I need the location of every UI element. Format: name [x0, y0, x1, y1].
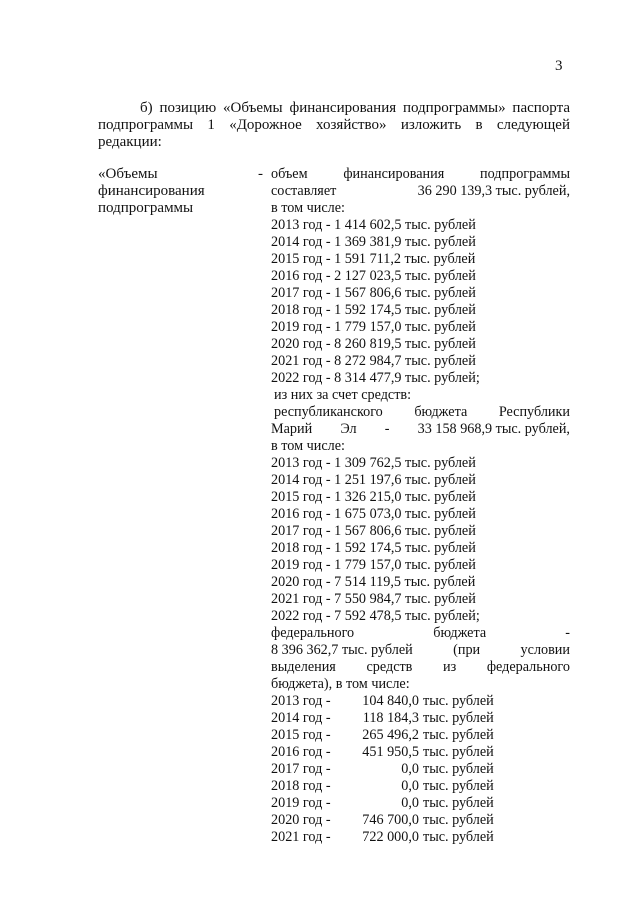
- unit: тыс. рублей: [423, 761, 494, 777]
- federal-year-item: [271, 761, 570, 778]
- republic-line: в том числе:: [271, 438, 345, 454]
- word: (при: [453, 642, 481, 658]
- word: республиканского: [274, 404, 383, 420]
- intro-line: б) позицию «Объемы финансирования подпрограммы» паспорта: [140, 100, 570, 116]
- federal-year-item: [271, 795, 570, 812]
- amount: 0,0: [401, 778, 419, 794]
- republic-year-item: 2020 год - 7 514 119,5 тыс. рублей: [271, 574, 476, 590]
- year: 2015 год -: [271, 727, 331, 743]
- label-line: подпрограммы: [98, 200, 194, 216]
- intro-line: подпрограммы 1 «Дорожное хозяйство» изложить в следующей: [98, 117, 570, 133]
- total-year-item: 2013 год - 1 414 602,5 тыс. рублей: [271, 217, 476, 233]
- word: выделения: [271, 659, 336, 675]
- word: Эл: [340, 421, 357, 437]
- federal-line: бюджета), в том числе:: [271, 676, 410, 692]
- federal-year-item: [271, 693, 570, 710]
- federal-line: [271, 642, 570, 659]
- federal-year-item: [271, 744, 570, 761]
- federal-line: [271, 625, 570, 642]
- word: средств: [366, 659, 413, 675]
- amount: 118 184,3: [362, 710, 419, 726]
- year: 2020 год -: [271, 812, 331, 828]
- year: 2021 год -: [271, 829, 331, 845]
- year: 2018 год -: [271, 778, 331, 794]
- year: 2017 год -: [271, 761, 331, 777]
- row-label: [98, 166, 205, 217]
- word: из: [443, 659, 457, 675]
- year: 2014 год -: [271, 710, 331, 726]
- intro-paragraph: [98, 100, 570, 151]
- republic-amount: 33 158 968,9 тыс. рублей,: [417, 421, 570, 437]
- republic-year-item: 2022 год - 7 592 478,5 тыс. рублей;: [271, 608, 480, 624]
- total-line: [271, 183, 570, 200]
- republic-year-item: 2014 год - 1 251 197,6 тыс. рублей: [271, 472, 476, 488]
- unit: тыс. рублей: [423, 795, 494, 811]
- unit: тыс. рублей: [423, 778, 494, 794]
- year: 2016 год -: [271, 744, 331, 760]
- total-amount: 36 290 139,3 тыс. рублей,: [417, 183, 570, 199]
- republic-year-item: 2013 год - 1 309 762,5 тыс. рублей: [271, 455, 476, 471]
- label-line: «Объемы: [98, 166, 158, 182]
- republic-year-item: 2021 год - 7 550 984,7 тыс. рублей: [271, 591, 476, 607]
- year: 2013 год -: [271, 693, 331, 709]
- total-year-item: 2015 год - 1 591 711,2 тыс. рублей: [271, 251, 476, 267]
- federal-years-list: [271, 693, 570, 846]
- republic-line: [271, 421, 570, 438]
- financing-details: [271, 166, 570, 846]
- label-line: финансирования: [98, 183, 205, 199]
- federal-year-item: [271, 778, 570, 795]
- word: бюджета: [414, 404, 468, 420]
- total-year-item: 2020 год - 8 260 819,5 тыс. рублей: [271, 336, 476, 352]
- unit: тыс. рублей: [423, 812, 494, 828]
- total-line: в том числе:: [271, 200, 345, 216]
- total-line: [271, 166, 570, 183]
- unit: тыс. рублей: [423, 744, 494, 760]
- word: -: [565, 625, 570, 641]
- amount: 0,0: [401, 795, 419, 811]
- word: Марий: [271, 421, 313, 437]
- word: бюджета: [433, 625, 487, 641]
- total-year-item: 2021 год - 8 272 984,7 тыс. рублей: [271, 353, 476, 369]
- amount: 746 700,0: [362, 812, 419, 828]
- word: -: [384, 421, 390, 437]
- total-year-item: 2016 год - 2 127 023,5 тыс. рублей: [271, 268, 476, 284]
- page-number: 3: [555, 58, 563, 74]
- amount: 104 840,0: [362, 693, 419, 709]
- republic-year-item: 2016 год - 1 675 073,0 тыс. рублей: [271, 506, 476, 522]
- amount: 0,0: [401, 761, 419, 777]
- federal-year-item: [271, 710, 570, 727]
- amount: 265 496,2: [362, 727, 419, 743]
- word: подпрограммы: [480, 166, 570, 182]
- total-year-item: 2017 год - 1 567 806,6 тыс. рублей: [271, 285, 476, 301]
- republic-year-item: 2019 год - 1 779 157,0 тыс. рублей: [271, 557, 476, 573]
- republic-line: [271, 404, 570, 421]
- word: объем: [271, 166, 308, 182]
- word: федерального: [271, 625, 355, 641]
- republic-year-item: 2018 год - 1 592 174,5 тыс. рублей: [271, 540, 476, 556]
- federal-year-item: [271, 812, 570, 829]
- unit: тыс. рублей: [423, 710, 494, 726]
- word: составляет: [271, 183, 337, 199]
- federal-year-item: [271, 829, 570, 846]
- word: условии: [520, 642, 570, 658]
- year: 2019 год -: [271, 795, 331, 811]
- label-dash: -: [258, 166, 263, 182]
- federal-amount: 8 396 362,7 тыс. рублей: [271, 642, 413, 658]
- sources-intro: из них за счет средств:: [274, 387, 412, 403]
- federal-year-item: [271, 727, 570, 744]
- total-year-item: 2014 год - 1 369 381,9 тыс. рублей: [271, 234, 476, 250]
- total-years-list: [271, 217, 570, 387]
- unit: тыс. рублей: [423, 829, 494, 845]
- total-year-item: 2022 год - 8 314 477,9 тыс. рублей;: [271, 370, 480, 386]
- amount: 451 950,5: [362, 744, 419, 760]
- republic-years-list: [271, 455, 570, 625]
- federal-line: [271, 659, 570, 676]
- unit: тыс. рублей: [423, 727, 494, 743]
- intro-line: редакции:: [98, 134, 162, 150]
- word: финансирования: [343, 166, 445, 182]
- amount: 722 000,0: [362, 829, 419, 845]
- republic-year-item: 2015 год - 1 326 215,0 тыс. рублей: [271, 489, 476, 505]
- word: Республики: [498, 404, 570, 420]
- word: федерального: [486, 659, 570, 675]
- total-year-item: 2019 год - 1 779 157,0 тыс. рублей: [271, 319, 476, 335]
- total-year-item: 2018 год - 1 592 174,5 тыс. рублей: [271, 302, 476, 318]
- republic-year-item: 2017 год - 1 567 806,6 тыс. рублей: [271, 523, 476, 539]
- unit: тыс. рублей: [423, 693, 494, 709]
